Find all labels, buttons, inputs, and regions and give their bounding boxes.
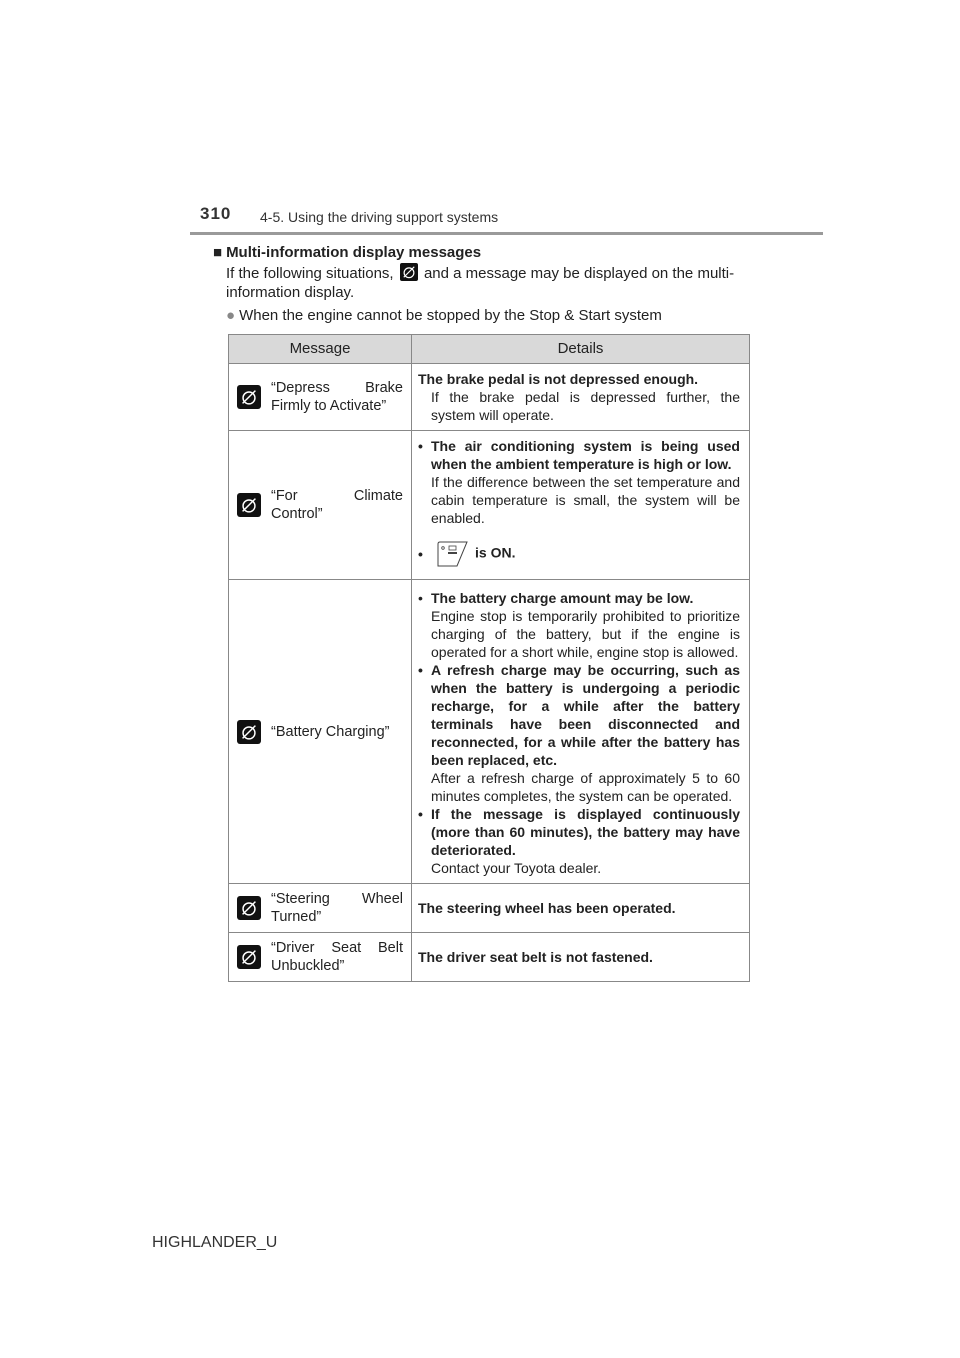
table-row: [229, 431, 750, 580]
details-bold: The steering wheel has been operated.: [418, 900, 676, 916]
message-text: “Battery Charging”: [271, 723, 390, 740]
ac-button-icon: [435, 541, 469, 567]
details-text: Contact your Toyota dealer.: [431, 860, 602, 876]
details-bullet: • The air conditioning system is being used when the ambient temperature is high or low. If the difference between the set temperature and cabin temperature is small, the system will be enabled.: [418, 438, 740, 526]
section-heading: [213, 243, 753, 262]
bullet-text: When the engine cannot be stopped by the Stop & Start system: [239, 307, 662, 324]
details-cell: [412, 580, 750, 884]
stop-start-off-icon: [237, 493, 261, 517]
details-cell: [412, 884, 750, 933]
details-text: After a refresh charge of approximately 5 to 60 minutes completes, the system can be operated.: [431, 770, 740, 804]
details-bold: The battery charge amount may be low.: [431, 590, 694, 606]
bullet-marker: ●: [226, 307, 236, 324]
message-cell: [229, 580, 412, 884]
details-bold: The air conditioning system is being used when the ambient temperature is high or low.: [431, 438, 740, 472]
message-text: “For Climate Control”: [271, 488, 403, 522]
message-text: “Depress Brake Firmly to Activate”: [271, 380, 403, 414]
details-text: Engine stop is temporarily prohibited to prioritize charging of the battery, but if the engine is operated for a short while, engine stop is allowed.: [431, 608, 740, 660]
details-bold: is ON.: [475, 544, 516, 561]
details-bullet: • is ON.: [418, 541, 740, 567]
table-header-row: [229, 335, 750, 364]
messages-table: [228, 334, 750, 982]
paragraph-after-icon: and a message may be displayed on the multi-information display.: [226, 265, 735, 301]
stop-start-off-icon: [237, 896, 261, 920]
stop-start-off-icon: [237, 385, 261, 409]
details-bold: If the message is displayed continuously (more than 60 minutes), the battery may have deteriorated.: [431, 806, 740, 858]
details-bullet: • If the message is displayed continuously (more than 60 minutes), the battery may have deteriorated. Contact your Toyota dealer.: [418, 806, 740, 876]
intro-bullet: [213, 306, 753, 325]
table-row: [229, 933, 750, 982]
stop-start-off-icon: [237, 945, 261, 969]
page-header: [0, 0, 960, 240]
table-row: [229, 884, 750, 933]
details-cell: [412, 933, 750, 982]
header-details: Details: [412, 335, 750, 364]
footer-model: HIGHLANDER_U: [152, 1234, 278, 1251]
message-cell: [229, 364, 412, 431]
message-cell: [229, 884, 412, 933]
table-row: [229, 364, 750, 431]
paragraph-before-icon: If the following situations,: [226, 265, 394, 282]
stop-start-off-icon: [400, 263, 418, 281]
details-bold: The driver seat belt is not fastened.: [418, 949, 653, 965]
page-number: 310: [200, 204, 232, 223]
details-bullet: • A refresh charge may be occurring, such as when the battery is undergoing a periodic recharge, for a while after the battery terminals have been disconnected and reconnected, for a while after the battery has been replaced, etc. After a refresh charge of approximately 5 to 60 minutes completes, the system can be operated.: [418, 662, 740, 804]
intro-block: [213, 243, 753, 325]
details-bold: The brake pedal is not depressed enough.: [418, 371, 699, 387]
details-cell: [412, 364, 750, 431]
details-bold: A refresh charge may be occurring, such as when the battery is undergoing a periodic recharge, for a while after the battery terminals have been disconnected and reconnected, for a while after the battery has been replaced, etc.: [431, 662, 740, 768]
details-bullet: • The battery charge amount may be low. Engine stop is temporarily prohibited to prioritize charging of the battery, but if the engine is operated for a short while, engine stop is allowed.: [418, 590, 740, 660]
details-text: If the difference between the set temperature and cabin temperature is small, the system will be enabled.: [431, 474, 740, 526]
message-text: “Driver Seat Belt Unbuckled”: [271, 940, 403, 974]
details-cell: [412, 431, 750, 580]
stop-start-off-icon: [237, 720, 261, 744]
table-row: [229, 580, 750, 884]
details-text: If the brake pedal is depressed further, the system will operate.: [431, 389, 740, 423]
message-cell: [229, 933, 412, 982]
heading-marker: ■: [213, 244, 223, 261]
header-message: Message: [229, 335, 412, 364]
heading-text: Multi-information display messages: [226, 244, 482, 261]
message-cell: [229, 431, 412, 580]
intro-paragraph: [213, 263, 753, 302]
message-text: “Steering Wheel Turned”: [271, 891, 403, 925]
header-rule: [190, 232, 823, 235]
section-title: 4-5. Using the driving support systems: [260, 209, 499, 225]
